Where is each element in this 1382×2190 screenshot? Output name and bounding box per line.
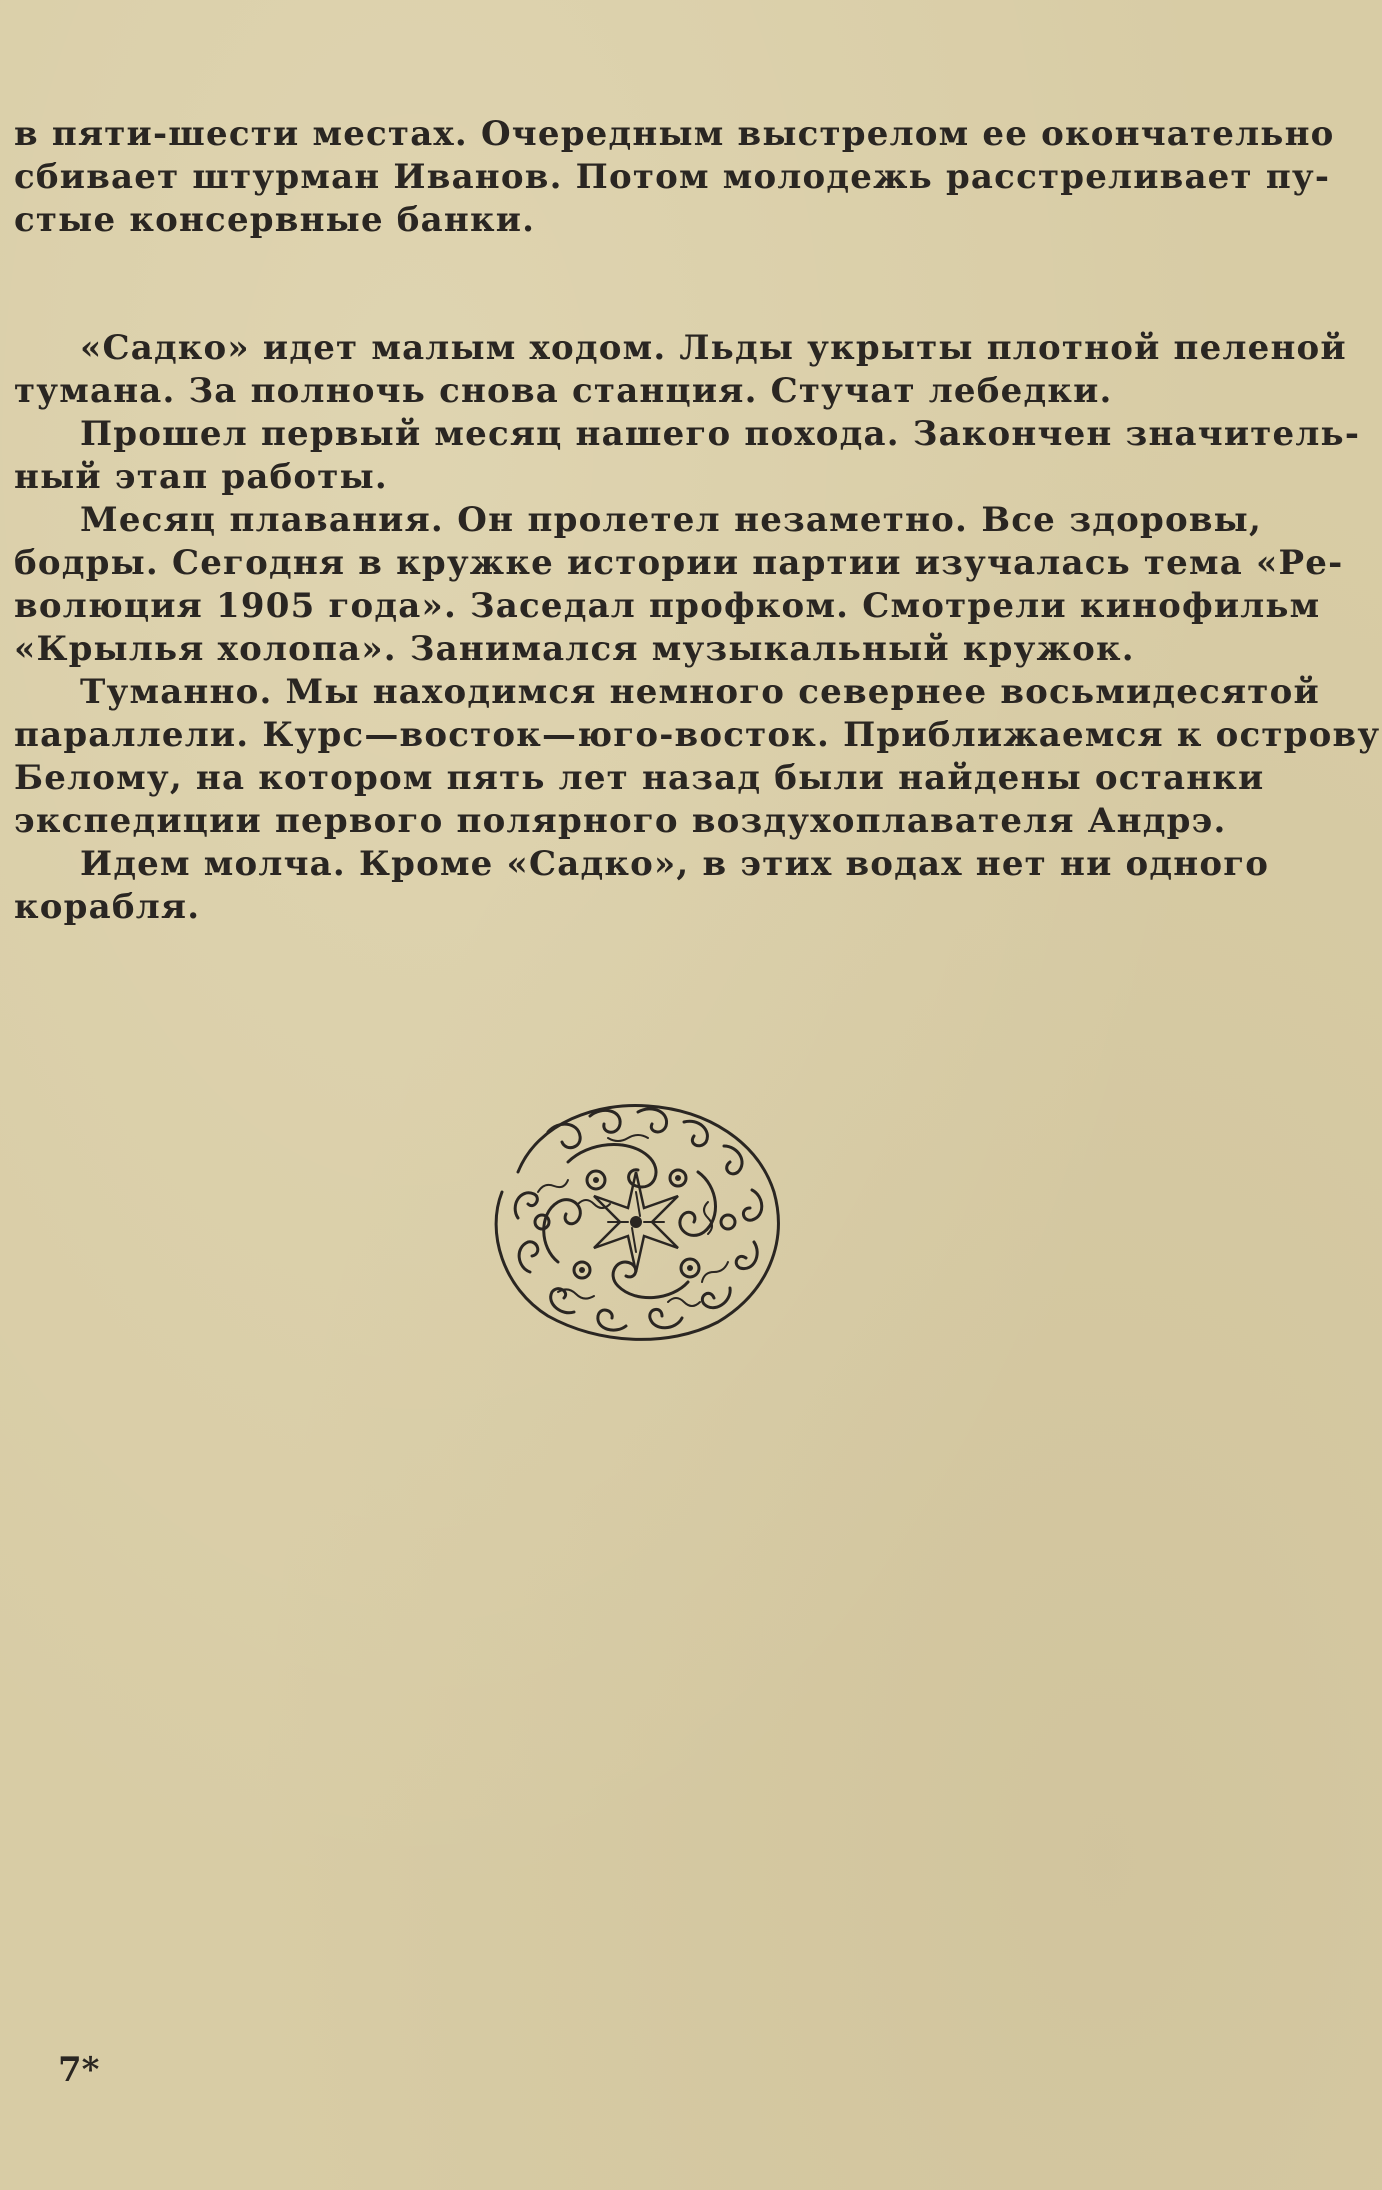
text-line: экспедиции первого полярного воздухоплавателя Андрэ.: [14, 801, 1227, 841]
text-line: Идем молча. Кроме «Садко», в этих водах нет ни одного: [80, 844, 1270, 884]
text-line: Белому, на котором пять лет назад были найдены останки: [14, 758, 1265, 798]
text-line: Месяц плавания. Он пролетел незаметно. Все здоровы,: [80, 500, 1262, 540]
text-line: Прошел первый месяц нашего похода. Закончен значитель-: [80, 414, 1361, 454]
paragraph-main: [14, 327, 1381, 929]
text-line: волюция 1905 года». Заседал профком. Смотрели кинофильм: [14, 586, 1321, 626]
text-line: корабля.: [14, 887, 201, 927]
text-line: в пяти-шести местах. Очередным выстрелом ее окончательно: [14, 114, 1335, 154]
text-line: ный этап работы.: [14, 457, 388, 497]
text-line: сбивает штурман Иванов. Потом молодежь расстреливает пу-: [14, 157, 1331, 197]
text-line: «Садко» идет малым ходом. Льды укрыты плотной пеленой: [80, 328, 1347, 368]
decorative-vignette-icon: [478, 1092, 794, 1348]
text-line: параллели. Курс—восток—юго-восток. Приближаемся к острову: [14, 715, 1381, 755]
paragraph-top: [14, 113, 1335, 242]
text-line: Туманно. Мы находимся немного севернее восьмидесятой: [80, 672, 1320, 712]
text-line: «Крылья холопа». Занимался музыкальный кружок.: [14, 629, 1135, 669]
text-line: бодры. Сегодня в кружке истории партии изучалась тема «Ре-: [14, 543, 1344, 583]
text-line: тумана. За полночь снова станция. Стучат лебедки.: [14, 371, 1113, 411]
text-line: стые консервные банки.: [14, 200, 536, 240]
page-number: 7*: [58, 2050, 100, 2090]
